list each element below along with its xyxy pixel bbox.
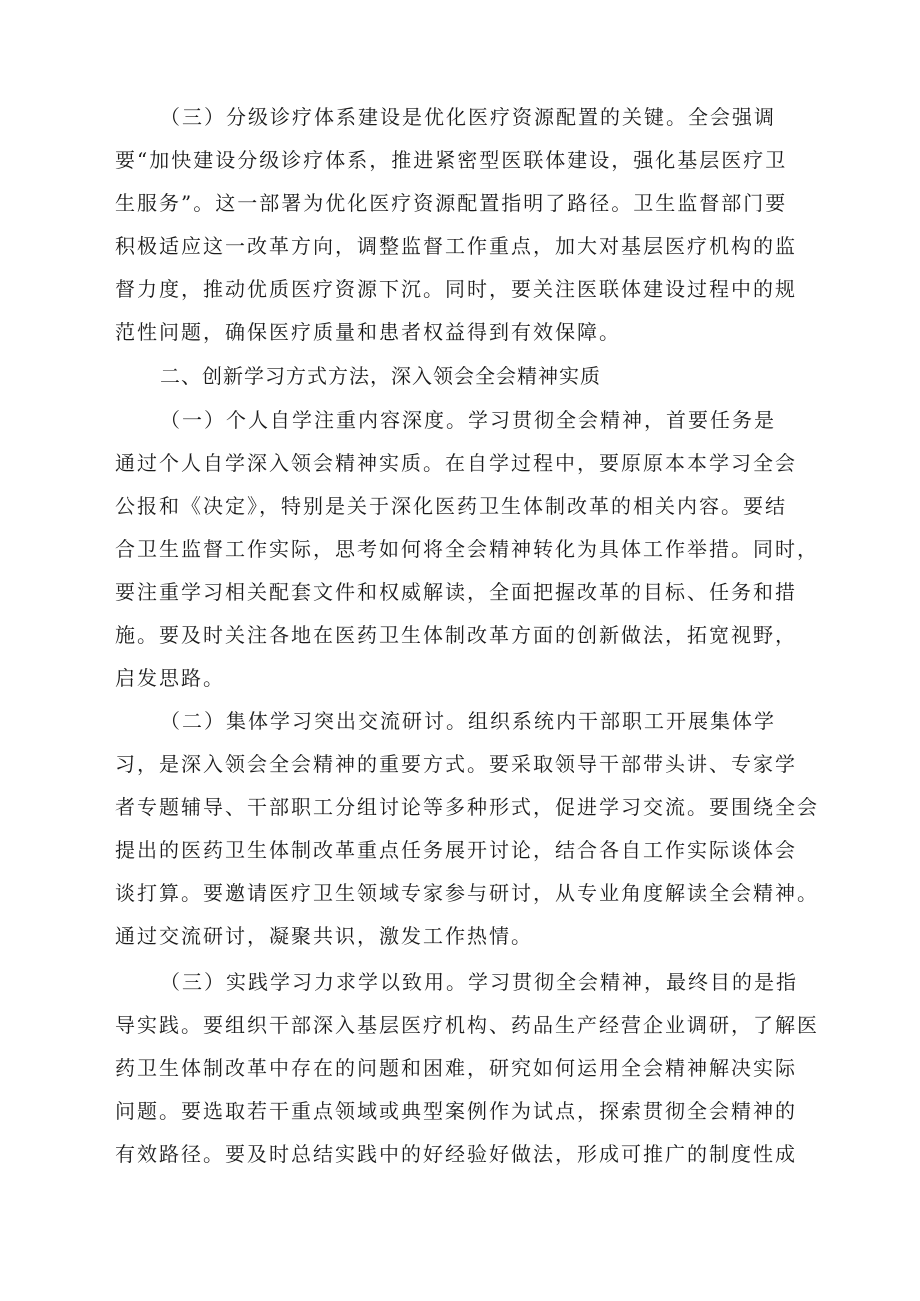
paragraph-line: 督力度，推动优质医疗资源下沉。同时，要关注医联体建设过程中的规: [115, 277, 797, 301]
paragraph-line: 有效路径。要及时总结实践中的好经验好做法，形成可推广的制度性成: [115, 1142, 797, 1166]
paragraph-line: 导实践。要组织干部深入基层医疗机构、药品生产经营企业调研，了解医: [115, 1013, 819, 1037]
paragraph-line: 问题。要选取若干重点领域或典型案例作为试点，探索贯彻全会精神的: [115, 1099, 797, 1123]
paragraph-line: 提出的医药卫生体制改革重点任务展开讨论，结合各自工作实际谈体会: [115, 838, 797, 862]
paragraph-line: 合卫生监督工作实际，思考如何将全会精神转化为具体工作举措。同时，: [115, 537, 819, 561]
paragraph-line: 积极适应这一改革方向，调整监督工作重点，加大对基层医疗机构的监: [115, 234, 797, 258]
paragraph-line: （二）集体学习突出交流研讨。组织系统内干部职工开展集体学: [160, 709, 776, 733]
paragraph-line: （三）分级诊疗体系建设是优化医疗资源配置的关键。全会强调: [160, 105, 776, 129]
paragraph-line: 施。要及时关注各地在医药卫生体制改革方面的创新做法，拓宽视野，: [115, 623, 797, 647]
paragraph-line: （一）个人自学注重内容深度。学习贯彻全会精神，首要任务是: [160, 408, 776, 432]
paragraph-line: 要注重学习相关配套文件和权威解读，全面把握改革的目标、任务和措: [115, 580, 797, 604]
paragraph-line: 范性问题，确保医疗质量和患者权益得到有效保障。: [115, 320, 621, 344]
paragraph-line: 通过交流研讨，凝聚共识，激发工作热情。: [115, 924, 533, 948]
paragraph-line: 要“加快建设分级诊疗体系，推进紧密型医联体建设，强化基层医疗卫: [115, 148, 788, 172]
paragraph-line: 者专题辅导、干部职工分组讨论等多种形式，促进学习交流。要围绕全会: [115, 795, 819, 819]
paragraph-line: 习，是深入领会全会精神的重要方式。要采取领导干部带头讲、专家学: [115, 752, 797, 776]
paragraph-line: 启发思路。: [115, 666, 225, 690]
paragraph-line: （三）实践学习力求学以致用。学习贯彻全会精神，最终目的是指: [160, 970, 798, 994]
section-heading: 二、创新学习方式方法，深入领会全会精神实质: [160, 364, 601, 388]
paragraph-line: 公报和《决定》，特别是关于深化医药卫生体制改革的相关内容。要结: [115, 494, 787, 518]
paragraph-line: 药卫生体制改革中存在的问题和困难，研究如何运用全会精神解决实际: [115, 1056, 797, 1080]
paragraph-line: 谈打算。要邀请医疗卫生领域专家参与研讨，从专业角度解读全会精神。: [115, 881, 819, 905]
paragraph-line: 通过个人自学深入领会精神实质。在自学过程中，要原原本本学习全会: [115, 451, 797, 475]
paragraph-line: 生服务”。这一部署为优化医疗资源配置指明了路径。卫生监督部门要: [115, 191, 788, 215]
